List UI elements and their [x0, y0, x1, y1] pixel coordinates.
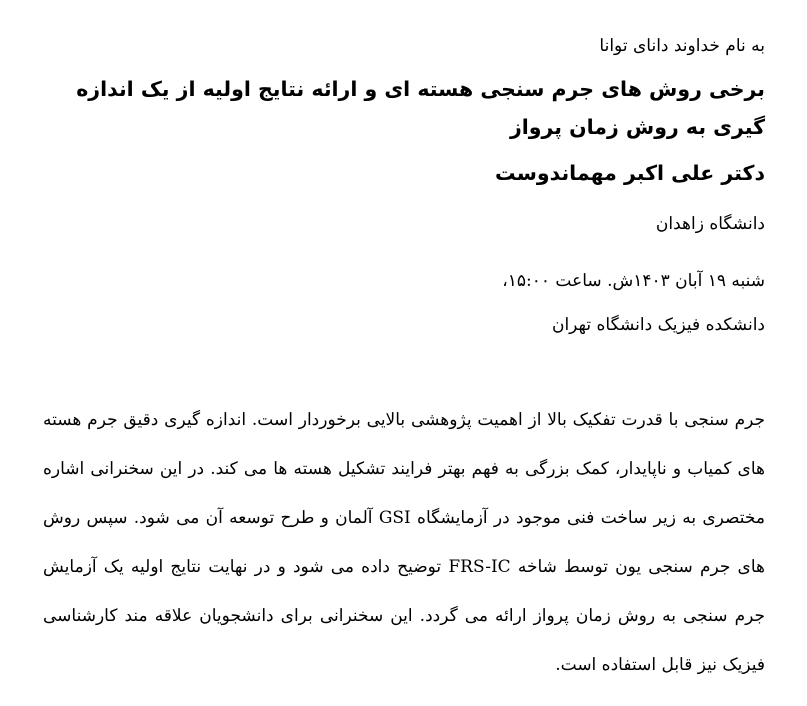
talk-datetime: شنبه ۱۹ آبان ۱۴۰۳ش. ساعت ۱۵:۰۰، — [502, 271, 765, 291]
speaker-affiliation: دانشگاه زاهدان — [655, 214, 765, 234]
speaker-name: دکتر علی اکبر مهماندوست — [495, 161, 765, 185]
talk-venue: دانشکده فیزیک دانشگاه تهران — [551, 315, 765, 335]
talk-title: برخی روش های جرم سنجی هسته ای و ارائه نتایج اولیه از یک اندازه گیری به روش زمان پرواز — [76, 77, 765, 139]
talk-abstract: جرم سنجی با قدرت تفکیک بالا از اهمیت پژوهشی بالایی برخوردار است. اندازه گیری دقیق جرم هسته های کمیاب و ناپایدار، کمک بزرگی به فهم بهتر فرایند تشکیل هسته ها می کند. در این سخنرانی اشاره مختصری به زیر ساخت فنی موجود در آزمایشگاه GSI آلمان و طرح توسعه آن می شود. سپس روش های جرم سنجی یون توسط شاخه FRS-IC توضیح داده می شود و در نهایت نتایج اولیه یک آزمایش جرم سنجی به روش زمان پرواز ارائه می گردد. این سخنرانی برای دانشجویان علاقه مند کارشناسی فیزیک نیز قابل استفاده است. — [43, 410, 765, 675]
invocation-line: به نام خداوند دانای توانا — [599, 36, 765, 56]
